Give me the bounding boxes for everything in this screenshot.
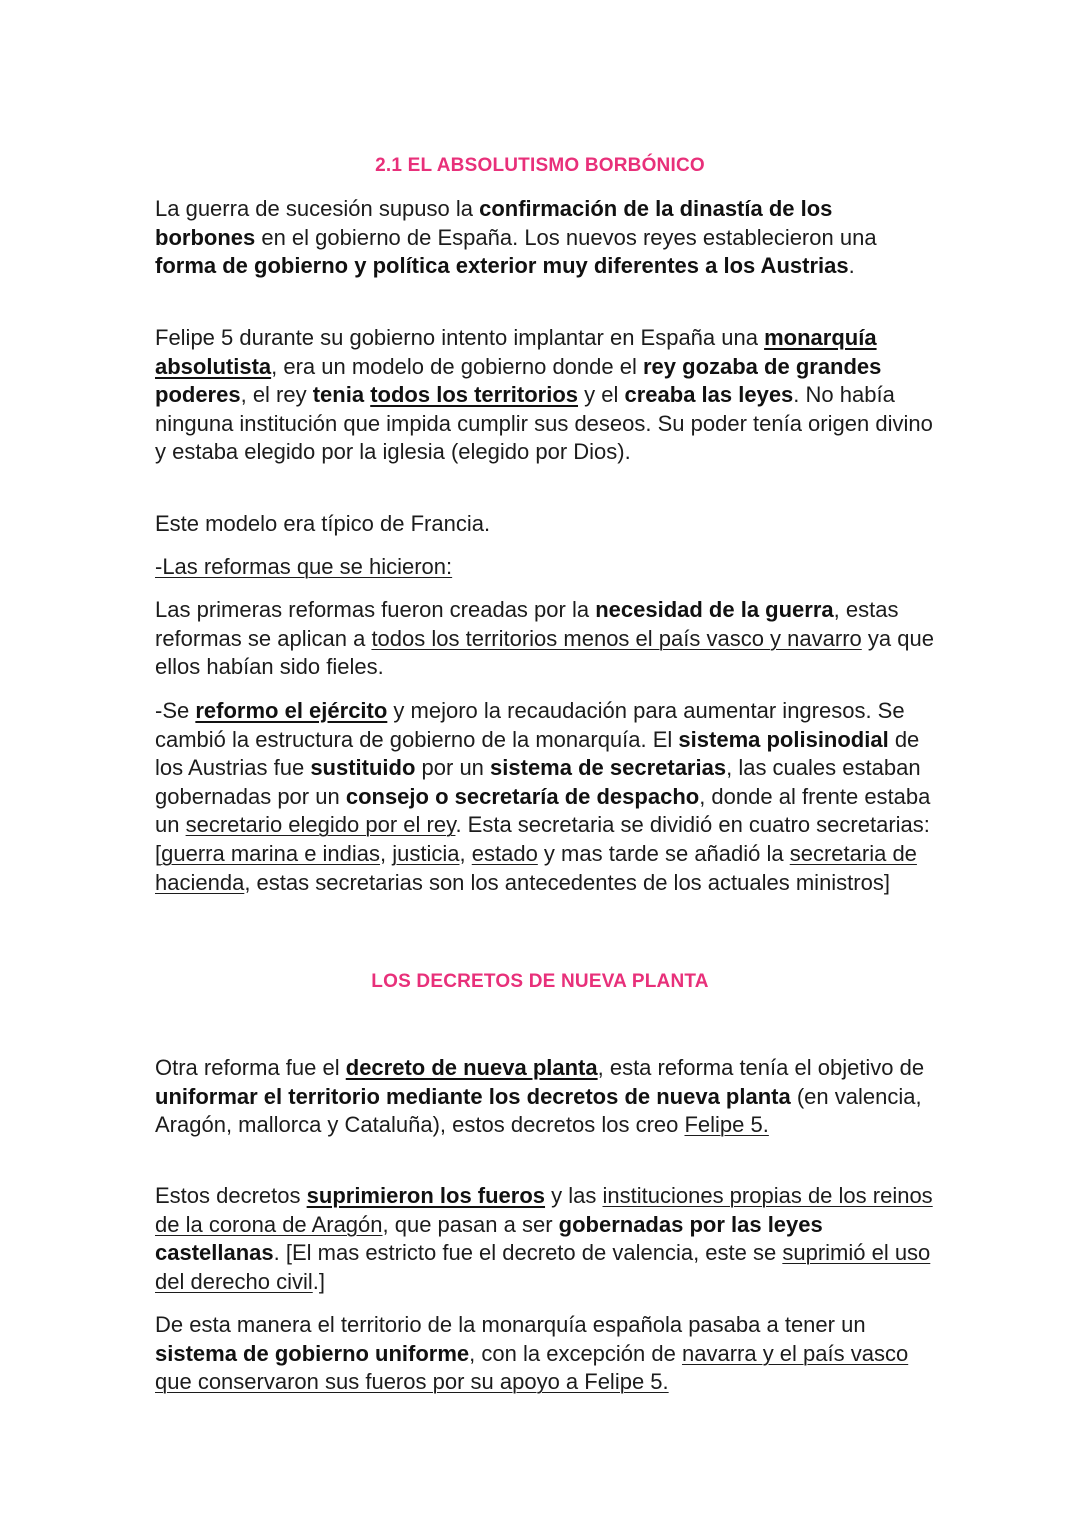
underlined-text: estado <box>471 840 538 866</box>
paragraph-sistema-uniforme: De esta manera el territorio de la monarquía española pasaba a tener un sistema de gobierno uniforme, con la excepción de navarra y el país vasco que conservaron sus fueros por su apoyo a Felipe 5. <box>155 1312 909 1395</box>
bold-text: sustituido <box>310 755 416 781</box>
paragraph-ejercito-secretarias: -Se reformo el ejército y mejoro la recaudación para aumentar ingresos. Se cambió la estructura de gobierno de la monarquía. El sistema polisinodial de los Austrias fue sustituido por un sistema de secretarias, las cuales estaban gobernadas por un consejo o secretaría de despacho, donde al frente estaba un secretario elegido por el rey. Esta secretaria se dividió en cuatro secretarias: [guerra marina e indias, justicia, estado y mas tarde se añadió la secretaria de hacienda, estas secretarias son los antecedentes de los actuales ministros] <box>155 698 931 895</box>
underlined-text: justicia <box>392 840 460 866</box>
bold-text: gobernadas por las leyes castellanas <box>155 1211 823 1266</box>
underlined-text: todos los territorios menos el país vasco y navarro <box>371 625 862 651</box>
paragraph-primeras-reformas: Las primeras reformas fueron creadas por la necesidad de la guerra, estas reformas se aplican a todos los territorios menos el país vasco y navarro ya que ellos habían sido fieles. <box>155 597 934 680</box>
section-heading-decretos: LOS DECRETOS DE NUEVA PLANTA <box>371 971 709 992</box>
underlined-text: guerra marina e indias <box>161 840 381 866</box>
underlined-text: secretario elegido por el rey <box>185 812 456 838</box>
bold-text: creaba las leyes <box>624 382 794 408</box>
bold-underlined-text: decreto de nueva planta <box>345 1055 598 1080</box>
subheading-reformas <box>155 553 935 582</box>
bold-underlined-text: suprimieron los fueros <box>306 1183 546 1208</box>
paragraph-francia: Este modelo era típico de Francia. <box>155 511 491 536</box>
underlined-text: Felipe 5. <box>684 1112 769 1138</box>
bold-text: necesidad de la guerra <box>595 597 834 622</box>
underlined-text: instituciones propias de los reinos de la corona de Aragón <box>155 1183 933 1237</box>
bold-text: forma de gobierno y política exterior muy diferentes a los Austrias <box>155 253 849 279</box>
bold-text: sistema de secretarias <box>490 755 727 781</box>
bold-text: consejo o secretaría de despacho <box>345 783 700 809</box>
bold-underlined-text: reformo el ejército <box>195 698 388 723</box>
underlined-text: suprimió el uso del derecho civil <box>155 1240 931 1294</box>
bold-underlined-text: todos los territorios <box>370 382 579 408</box>
section-heading-absolutismo: 2.1 EL ABSOLUTISMO BORBÓNICO <box>375 155 705 176</box>
bold-text: uniformar el territorio mediante los decretos de nueva planta <box>155 1083 791 1109</box>
paragraph-decreto-nueva-planta: Otra reforma fue el decreto de nueva planta, esta reforma tenía el objetivo de uniformar el territorio mediante los decretos de nueva planta (en valencia, Aragón, mallorca y Cataluña), estos decretos los creo Felipe 5. <box>155 1055 925 1138</box>
bold-text: sistema de gobierno uniforme <box>155 1340 470 1366</box>
bold-text: rey gozaba de grandes poderes <box>155 353 882 408</box>
paragraph-suprimieron-fueros: Estos decretos suprimieron los fueros y las instituciones propias de los reinos de la corona de Aragón, que pasan a ser gobernadas por las leyes castellanas. [El mas estricto fue el decreto de valencia, este se suprimió el uso del derecho civil.] <box>155 1183 933 1294</box>
bold-text: sistema polisinodial <box>678 726 889 752</box>
underlined-text: -Las reformas que se hicieron: <box>155 554 453 579</box>
bold-text: tenia <box>312 382 365 408</box>
bold-text: confirmación de la dinastía de los borbones <box>155 196 833 250</box>
paragraph-sucesion: La guerra de sucesión supuso la confirmación de la dinastía de los borbones en el gobierno de España. Los nuevos reyes establecieron una forma de gobierno y política exterior muy diferentes a los Austrias. <box>155 196 877 279</box>
underlined-text: navarra y el país vasco que conservaron sus fueros por su apoyo a Felipe 5. <box>155 1340 909 1395</box>
bold-underlined-text: monarquía absolutista <box>155 325 877 379</box>
paragraph-felipe-absolutista: Felipe 5 durante su gobierno intento implantar en España una monarquía absolutista, era un modelo de gobierno donde el rey gozaba de grandes poderes, el rey tenia todos los territorios y el creaba las leyes. No había ninguna institución que impida cumplir sus deseos. Su poder tenía origen divino y estaba elegido por la iglesia (elegido por Dios). <box>155 325 933 465</box>
underlined-text: secretaria de hacienda <box>155 840 917 895</box>
